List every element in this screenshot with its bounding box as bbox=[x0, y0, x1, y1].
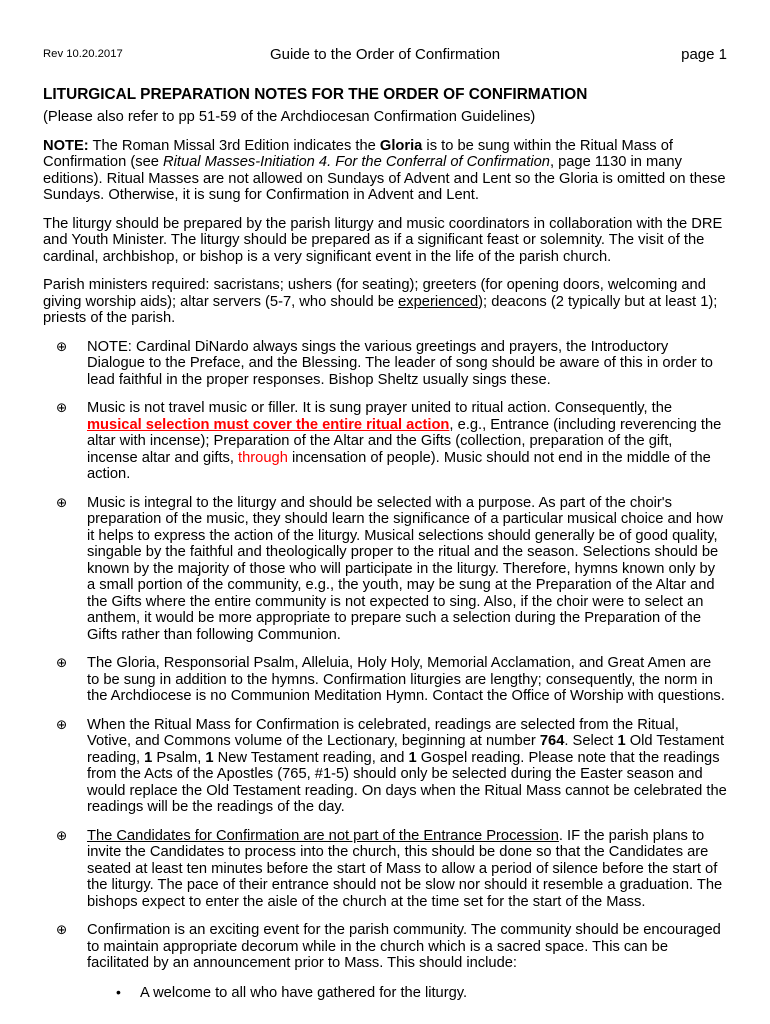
subtitle: (Please also refer to pp 51-59 of the Archdiocesan Confirmation Guidelines) bbox=[43, 109, 536, 125]
text-run: When the Ritual Mass for Confirmation is celebrated, readings are selected from the Ritual, Votive, and Commons volume of the Lectionary, beginning at number 764. Select 1 Old Testament reading, 1 Psalm, 1 New Testament reading, and 1 Gospel reading. Please note that the readings from the Acts of the Apostles (765, #1-5) should only be selected during the Easter season and would replace the Old Testament reading. On days when the Ritual Mass cannot be celebrated the readings will be the readings of the day. bbox=[87, 716, 727, 815]
bullet-item bbox=[43, 717, 727, 816]
circled-plus-bullet-icon: ⊕ bbox=[56, 922, 68, 937]
paragraph bbox=[43, 138, 727, 204]
circled-plus-bullet-icon: ⊕ bbox=[56, 338, 68, 354]
text-run: Music is not travel music or filler. It is sung prayer united to ritual action. Consequently, the musical selection must cover the entire ritual action, e.g., Entrance (including reverencing the altar with incense); Preparation of the Altar and the Gifts (collection, preparation of the gift, incense altar and gifts, through incensation of people). Music should not end in the middle of the action. bbox=[87, 400, 722, 482]
text-run: A welcome to all who have gathered for the liturgy. bbox=[140, 984, 468, 1001]
page-number: page 1 bbox=[681, 45, 727, 63]
bullet-item bbox=[43, 495, 727, 644]
revision-date: Rev 10.20.2017 bbox=[43, 47, 123, 60]
text-run: Confirmation is an exciting event for the parish community. The community should be encouraged to maintain appropriate decorum while in the church which is a sacred space. This can be facilitated by an announcement prior to Mass. This should include: bbox=[87, 922, 721, 971]
circled-plus-bullet-icon: ⊕ bbox=[56, 827, 68, 843]
bullet-item bbox=[43, 655, 727, 705]
paragraph bbox=[43, 277, 727, 327]
main-title: LITURGICAL PREPARATION NOTES FOR THE ORDER OF CONFIRMATION bbox=[43, 86, 588, 103]
text-run: Parish ministers required: sacristans; ushers (for seating); greeters (for opening doors, welcoming and giving worship aids); altar servers (5-7, who should be experienced); deacons (2 typically but at least 1); priests of the parish. bbox=[43, 277, 718, 326]
bullet-item bbox=[43, 400, 727, 483]
text-run: NOTE: The Roman Missal 3rd Edition indicates the Gloria is to be sung within the Ritual Mass of Confirmation (see Ritual Masses-Initiation 4. For the Conferral of Confirmation, page 1130 in many editions). Ritual Masses are not allowed on Sundays of Advent and Lent so the Gloria is omitted on these Sundays. Otherwise, it is sung for Confirmation in Advent and Lent. bbox=[43, 137, 726, 203]
page-header bbox=[43, 46, 727, 63]
circled-plus-bullet-icon: ⊕ bbox=[56, 400, 68, 415]
text-run: NOTE: Cardinal DiNardo always sings the various greetings and prayers, the Introductory Dialogue to the Preface, and the Blessing. The leader of song should be aware of this in order to lead faithful in the proper responses. Bishop Sheltz usually sings these. bbox=[87, 338, 713, 388]
circled-plus-bullet-icon: ⊕ bbox=[56, 716, 68, 732]
running-title: Guide to the Order of Confirmation bbox=[269, 45, 501, 63]
text-run: The Gloria, Responsorial Psalm, Alleluia, Holy Holy, Memorial Acclamation, and Great Amen are to be sung in addition to the hymns. Confirmation liturgies are lengthy; consequently, the norm in the Archdiocese is no Communion Meditation Hymn. Contact the Office of Worship with questions. bbox=[87, 655, 725, 704]
sub-bullet-item bbox=[43, 985, 727, 1002]
bullet-item bbox=[43, 339, 727, 389]
text-run: The liturgy should be prepared by the parish liturgy and music coordinators in collaboration with the DRE and Youth Minister. The liturgy should be prepared as if a significant feast or solemnity. The visit of the cardinal, archbishop, or bishop is a very significant event in the life of the parish church. bbox=[43, 215, 723, 265]
circled-plus-bullet-icon: ⊕ bbox=[56, 655, 68, 670]
bullet-item bbox=[43, 828, 727, 911]
paragraph bbox=[43, 216, 727, 266]
text-run: The Candidates for Confirmation are not part of the Entrance Procession. IF the parish plans to invite the Candidates to process into the church, this should be done so that the Candidates are seated at least ten minutes before the start of Mass to allow a period of silence before the start of the liturgy. The pace of their entrance should not be slow nor should it resemble a graduation. The bishops expect to enter the aisle of the church at the time set for the start of the Mass. bbox=[87, 827, 723, 910]
bullet-item bbox=[43, 922, 727, 972]
dot-bullet-icon: • bbox=[116, 983, 121, 1000]
text-run: Music is integral to the liturgy and should be selected with a purpose. As part of the choir's preparation of the music, they should learn the significance of a particular musical choice and how it helps to express the action of the liturgy. Musical selections should generally be of good quality, singable by the faithful and theologically proper to the ritual and the season. Selections should be known by the majority of those who will participate in the liturgy. Therefore, hymns known only by a small portion of the community, e.g., the youth, may be sung at the Preparation of the Altar and the Gifts where the entire community is not expected to sing. Also, if the choir were to select an anthem, it would be more appropriate to prepare such a selection during the Preparation of the Gifts rather than following Communion. bbox=[87, 494, 723, 643]
document-body bbox=[43, 138, 727, 1002]
circled-plus-bullet-icon: ⊕ bbox=[56, 494, 68, 510]
